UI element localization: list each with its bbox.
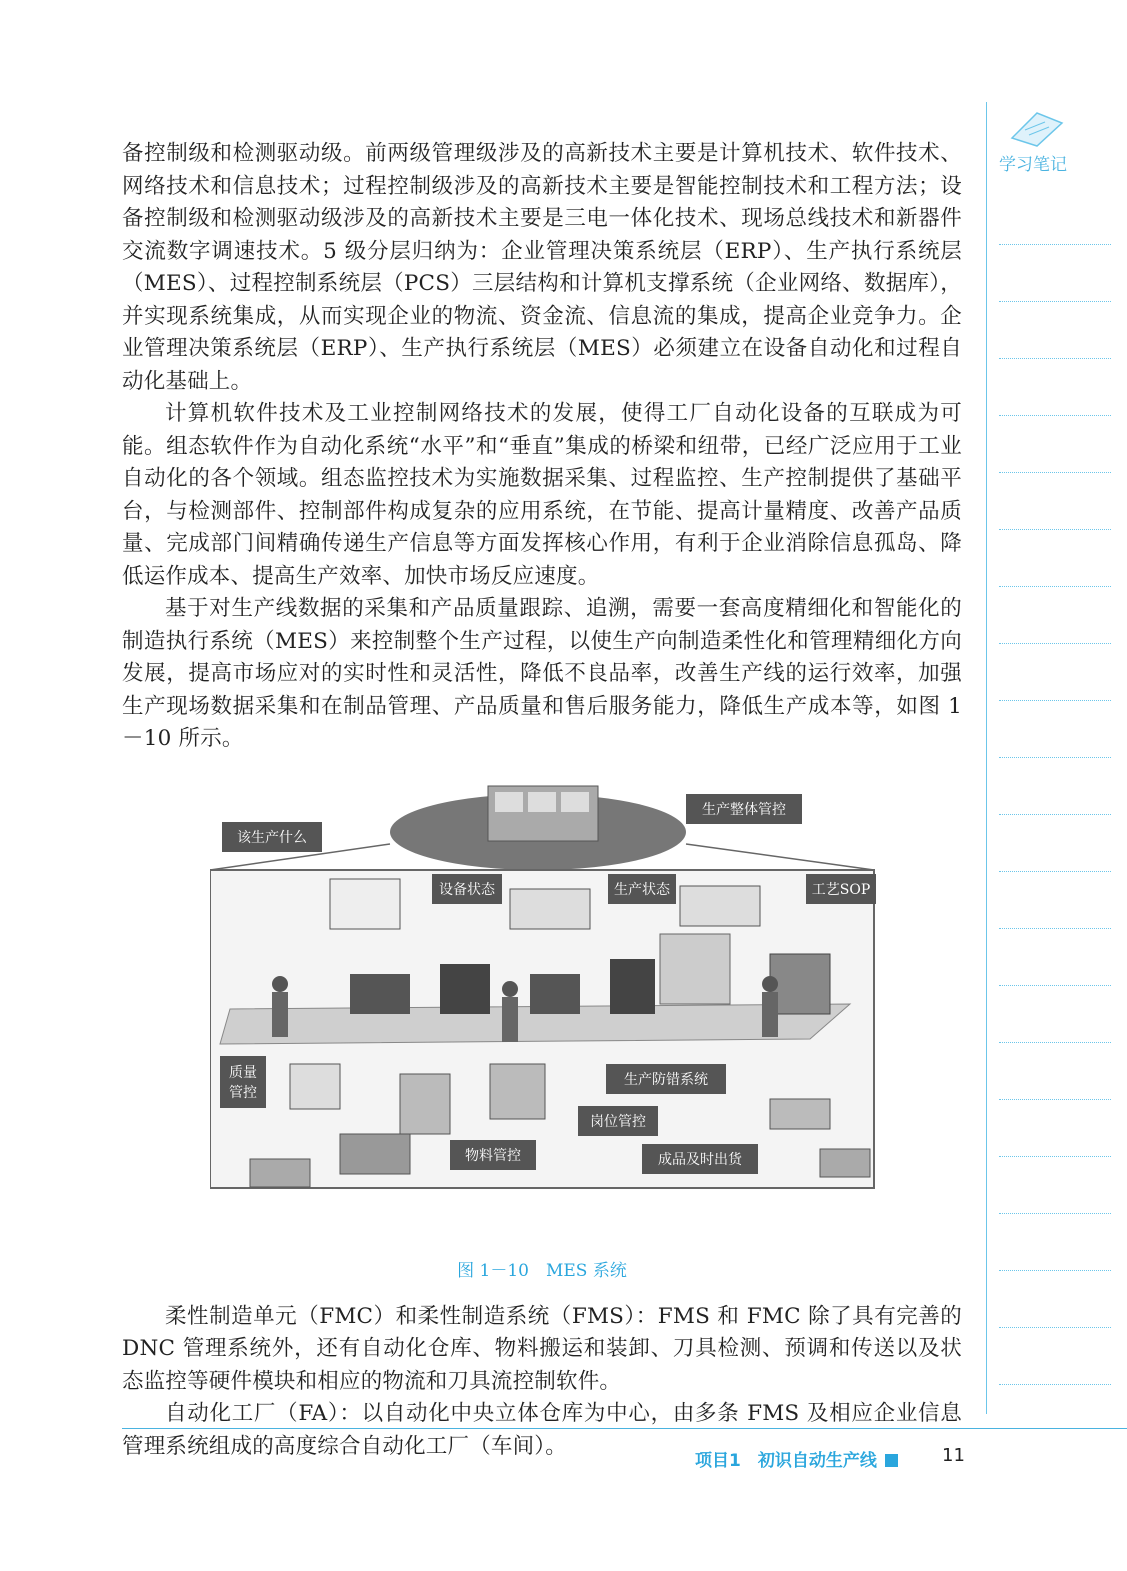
label-errorproof — [606, 1064, 726, 1094]
monitor-prod — [680, 886, 760, 926]
note-line — [999, 928, 1111, 929]
footer-project — [695, 1446, 904, 1471]
svg-text:生产防错系统: 生产防错系统 — [624, 1071, 708, 1088]
note-line — [999, 1327, 1111, 1328]
note-line — [999, 643, 1111, 644]
svg-text:工艺SOP: 工艺SOP — [811, 881, 871, 898]
label-overall — [686, 794, 802, 824]
label-material — [450, 1140, 536, 1170]
note-line — [999, 1099, 1111, 1100]
note-line — [999, 985, 1111, 986]
monitor-equip — [510, 889, 590, 929]
svg-text:质量: 质量 — [229, 1064, 257, 1081]
truck-left — [250, 1159, 310, 1187]
svg-text:物料管控: 物料管控 — [465, 1147, 521, 1164]
svg-text:成品及时出货: 成品及时出货 — [658, 1151, 742, 1168]
svg-text:管控: 管控 — [229, 1084, 257, 1101]
figure-mes — [122, 774, 962, 1244]
paragraph-2: 计算机软件技术及工业控制网络技术的发展，使得工厂自动化设备的互联成为可能。组态软件作为自动化系统“水平”和“垂直”集成的桥梁和纽带，已经广泛应用于工业自动化的各个领域。组态监控技术为实施数据采集、过程监控、生产控制提供了基础平台，与检测部件、控制部件构成复杂的应用系统，在节能、提高计量精度、改善产品质量、完成部门间精确传递生产信息等方面发挥核心作用，有利于企业消除信息孤岛、降低运作成本、提高生产效率、加快市场反应速度。 — [122, 401, 962, 589]
svg-text:生产整体管控: 生产整体管控 — [702, 801, 786, 818]
svg-text:设备状态: 设备状态 — [439, 881, 495, 898]
notes-title: 学习笔记 — [999, 155, 1067, 175]
label-post — [578, 1106, 658, 1136]
mes-illustration — [210, 774, 876, 1214]
svg-text:该生产什么: 该生产什么 — [237, 829, 307, 846]
notes-sidebar — [986, 102, 1127, 1414]
note-line — [999, 472, 1111, 473]
truck-right — [820, 1149, 870, 1177]
note-line — [999, 415, 1111, 416]
page-number: 11 — [942, 1445, 965, 1466]
figure-caption: 图 1－10 MES 系统 — [457, 1260, 627, 1281]
note-line — [999, 871, 1111, 872]
monitor-what — [330, 879, 400, 929]
svg-text:生产状态: 生产状态 — [614, 881, 670, 898]
label-what — [222, 822, 322, 852]
label-sop — [806, 874, 876, 904]
note-line — [999, 301, 1111, 302]
note-line — [999, 586, 1111, 587]
note-line — [999, 814, 1111, 815]
paragraph-1: 备控制级和检测驱动级。前两级管理级涉及的高新技术主要是计算机技术、软件技术、网络技术和信息技术；过程控制级涉及的高新技术主要是智能控制技术和工程方法；设备控制级和检测驱动级涉及的高新技术主要是三电一体化技术、现场总线技术和新器件交流数字调速技术。5 级分层归纳为：企业管理决策系统层（ERP）、生产执行系统层（MES）、过程控制系统层（PCS）三层结构和计算机支撑系统（企业网络、数据库），并实现系统集成，从而实现企业的物流、资金流、信息流的集成，提高企业竞争力。企业管理决策系统层（ERP）、生产执行系统层（MES）必须建立在设备自动化和过程自动化基础上。 — [122, 141, 962, 394]
main-text — [122, 138, 962, 1463]
note-line — [999, 1156, 1111, 1157]
note-line — [999, 1270, 1111, 1271]
note-line — [999, 244, 1111, 245]
paragraph-5: 自动化工厂（FA）：以自动化中央立体仓库为中心，由多条 FMS 及相应企业信息管理系统组成的高度综合自动化工厂（车间）。 — [122, 1401, 962, 1459]
note-line — [999, 529, 1111, 530]
note-line — [999, 757, 1111, 758]
svg-text:岗位管控: 岗位管控 — [590, 1113, 646, 1130]
note-line — [999, 1213, 1111, 1214]
footer-project-title: 项目1 初识自动生产线 — [695, 1451, 877, 1471]
label-equip — [432, 874, 502, 904]
note-line — [999, 700, 1111, 701]
paragraph-3: 基于对生产线数据的采集和产品质量跟踪、追溯，需要一套高度精细化和智能化的制造执行系统（MES）来控制整个生产过程，以使生产向制造柔性化和管理精细化方向发展，提高市场应对的实时性和灵活性，降低不良品率，改善生产线的运行效率，加强生产现场数据采集和在制品管理、产品质量和售后服务能力，降低生产成本等，如图 1－10 所示。 — [122, 596, 962, 751]
square-icon — [885, 1454, 898, 1467]
notebook-icon — [1007, 108, 1067, 148]
label-prod — [608, 874, 676, 904]
label-shipping — [642, 1144, 758, 1174]
label-quality — [220, 1056, 266, 1108]
note-line — [999, 1042, 1111, 1043]
note-line — [999, 1384, 1111, 1385]
paragraph-4: 柔性制造单元（FMC）和柔性制造系统（FMS）：FMS 和 FMC 除了具有完善的 DNC 管理系统外，还有自动化仓库、物料搬运和装卸、刀具检测、预调和传送以及状态监控等硬件模块和相应的物流和刀具流控制软件。 — [122, 1303, 962, 1394]
note-line — [999, 358, 1111, 359]
footer-rule — [122, 1428, 1127, 1429]
